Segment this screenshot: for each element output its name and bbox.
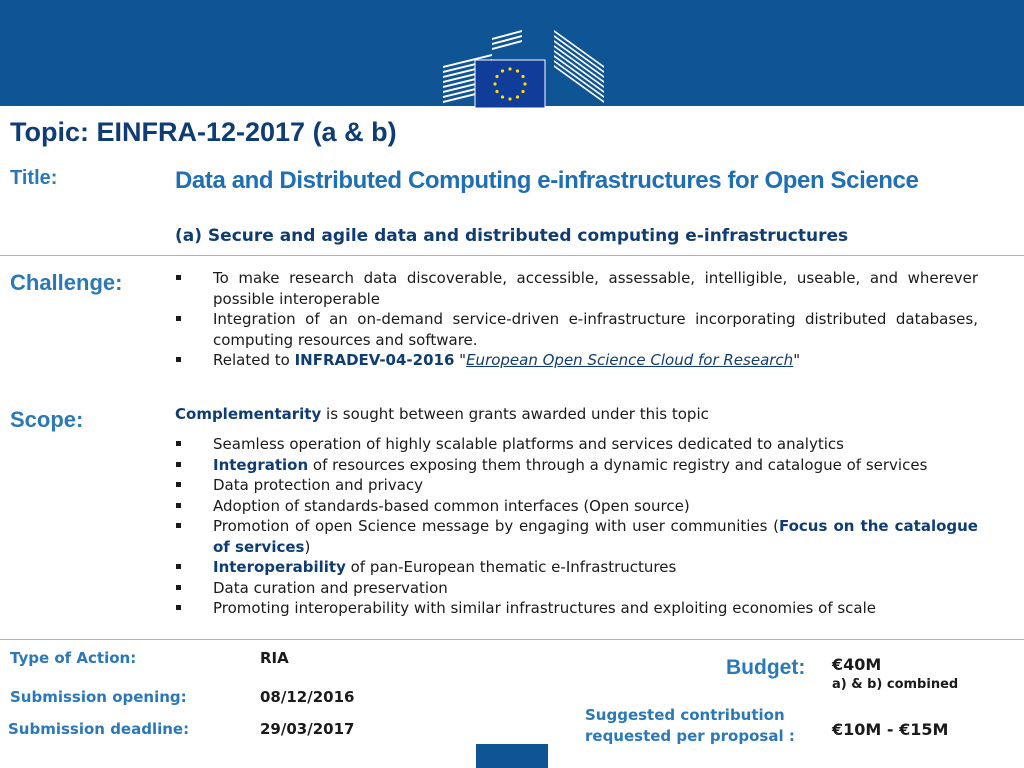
scope-intro-bold: Complementarity — [175, 405, 322, 423]
quote-open: " — [454, 351, 467, 369]
title-label: Title: — [10, 167, 58, 189]
list-item — [175, 516, 978, 557]
list-item: Promoting interoperability with similar infrastructures and exploiting economies of scale — [175, 598, 978, 619]
challenge-label: Challenge: — [10, 270, 123, 295]
related-code: INFRADEV-04-2016 — [294, 351, 455, 369]
submission-opening-label: Submission opening: — [10, 688, 187, 706]
budget-value: €40M — [832, 655, 882, 674]
suggested-contribution-value: €10M - €15M — [832, 720, 949, 739]
item-text: of resources exposing them through a dynamic registry and catalogue of services — [308, 455, 928, 474]
type-of-action-label: Type of Action: — [10, 649, 137, 667]
scope-list — [175, 434, 978, 619]
budget-note: a) & b) combined — [832, 677, 959, 692]
item-text: ) — [304, 537, 311, 556]
header-band — [0, 0, 1024, 106]
budget-label: Budget: — [726, 656, 806, 679]
quote-close: " — [793, 351, 801, 369]
submission-deadline-value: 29/03/2017 — [260, 720, 355, 738]
type-of-action-value: RIA — [260, 649, 289, 667]
submission-deadline-label: Submission deadline: — [8, 720, 190, 738]
footer-flag-tab — [476, 744, 548, 768]
topic-title: Topic: EINFRA-12-2017 (a & b) — [10, 117, 397, 147]
item-bold: Interoperability — [213, 558, 346, 576]
suggested-contribution-label: Suggested contribution requested per proposal : — [585, 706, 795, 745]
divider — [0, 639, 1024, 640]
item-bold: Integration — [213, 455, 309, 474]
challenge-list — [175, 268, 978, 371]
eosc-link[interactable]: European Open Science Cloud for Research — [466, 351, 794, 369]
list-item: Seamless operation of highly scalable platforms and services dedicated to analytics — [175, 434, 978, 455]
list-item: Integration of an on-demand service-driven e-infrastructure incorporating distributed databases, computing resources and software. — [175, 309, 978, 350]
scope-intro-text: is sought between grants awarded under this topic — [321, 405, 709, 423]
list-item — [175, 557, 978, 578]
divider — [0, 255, 1024, 256]
subtitle: (a) Secure and agile data and distributed computing e-infrastructures — [175, 226, 849, 246]
list-item — [175, 455, 978, 476]
scope-intro — [175, 405, 709, 423]
list-item: Adoption of standards-based common interfaces (Open source) — [175, 496, 978, 517]
main-title: Data and Distributed Computing e-infrastructures for Open Science — [175, 167, 919, 194]
item-text: of pan-European thematic e-Infrastructures — [345, 558, 677, 576]
european-commission-logo — [440, 28, 606, 108]
scope-label: Scope: — [10, 407, 84, 432]
item-bold: Focus on the catalogue of services — [213, 517, 978, 556]
related-prefix: Related to — [213, 351, 295, 369]
item-text: Promotion of open Science message by engaging with user communities ( — [213, 517, 779, 535]
list-item: Data curation and preservation — [175, 578, 978, 599]
list-item — [175, 350, 978, 371]
list-item: Data protection and privacy — [175, 475, 978, 496]
list-item: To make research data discoverable, accessible, assessable, intelligible, useable, and wherever possible interoperable — [175, 268, 978, 309]
submission-opening-value: 08/12/2016 — [260, 688, 355, 706]
